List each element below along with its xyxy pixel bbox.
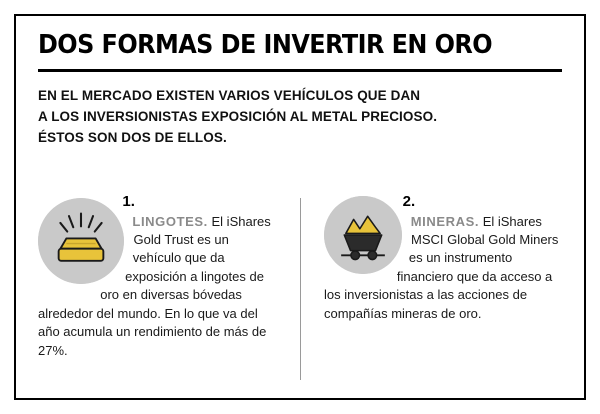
item-2-description: El iShares MSCI Global Gold Miners es un instrumento financiero que da acceso a los inversionistas a las acciones de compañías mineras de oro. [324, 213, 559, 321]
item-1-description: El iShares Gold Trust es un vehículo que da exposición a lingotes de oro en diversas bóvedas alrededor del mundo. En lo que va del año acumula un rendimiento de más de 27%. [38, 213, 271, 358]
infographic-frame [14, 14, 586, 400]
mining-cart-icon [324, 196, 402, 274]
item-1-lead: LINGOTES. [132, 213, 208, 229]
title-rule [38, 69, 562, 72]
item-1-number: 1. [122, 193, 135, 210]
infographic-content [38, 32, 562, 388]
item-2-number: 2. [402, 193, 416, 210]
items-columns [38, 194, 562, 360]
gold-bullion-icon [38, 198, 124, 284]
item-2-lead: MINERAS. [410, 213, 480, 229]
item-1 [38, 194, 300, 360]
deck-text [38, 86, 562, 149]
page-title: DOS FORMAS DE INVERTIR EN ORO [38, 30, 493, 60]
deck-line-3: ÉSTOS SON DOS DE ELLOS. [38, 130, 227, 146]
deck-line-1: EN EL MERCADO EXISTEN VARIOS VEHÍCULOS QUE DAN [38, 88, 421, 104]
item-2 [300, 194, 562, 323]
deck-line-2: A LOS INVERSIONISTAS EXPOSICIÓN AL METAL PRECIOSO. [38, 109, 438, 125]
